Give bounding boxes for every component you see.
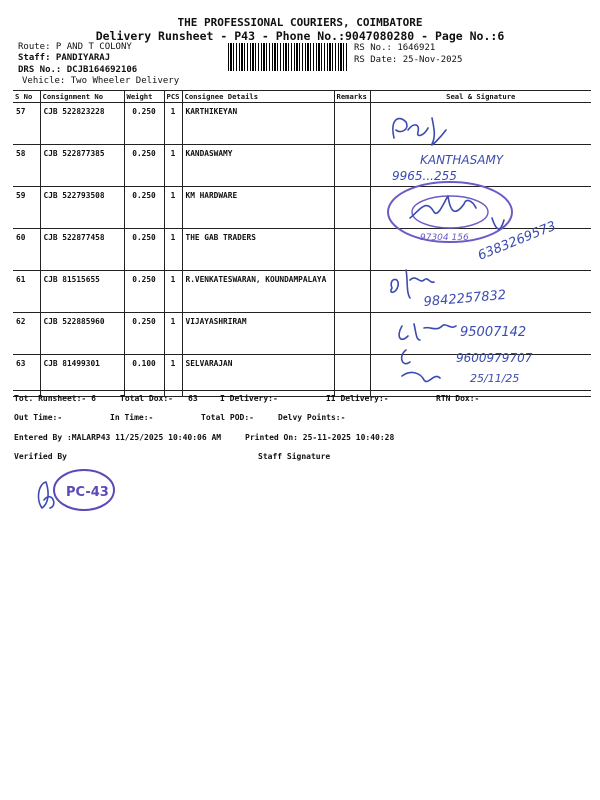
consignment-cell: CJB 522877458	[40, 229, 124, 271]
weight-cell: 0.250	[124, 313, 164, 355]
sno-cell: 61	[13, 271, 40, 313]
pcs-cell: 1	[164, 103, 182, 145]
route-label: Route: P AND T COLONY	[18, 42, 132, 52]
consignee-cell: THE GAB TRADERS	[182, 229, 334, 271]
total-dox-value: 63	[188, 394, 198, 403]
vehicle-label: Vehicle: Two Wheeler Delivery	[22, 76, 180, 86]
col-header: S No	[13, 91, 40, 103]
sno-cell: 63	[13, 355, 40, 397]
runsheet-subtitle: Delivery Runsheet - P43 - Phone No.:9047080280 - Page No.:6	[95, 29, 505, 43]
ii-delivery-label: II Delivery:-	[326, 394, 389, 403]
consignee-cell: VIJAYASHRIRAM	[182, 313, 334, 355]
remarks-cell	[334, 271, 370, 313]
col-header: Consignment No	[40, 91, 124, 103]
verified-by-label: Verified By	[14, 452, 67, 461]
weight-cell: 0.100	[124, 355, 164, 397]
rs-date: RS Date: 25-Nov-2025	[354, 55, 463, 65]
company-title: THE PROFESSIONAL COURIERS, COIMBATORE	[177, 16, 423, 29]
staff-signature-label: Staff Signature	[258, 452, 331, 461]
handwriting-phone-62: 95007142	[460, 325, 527, 340]
rtn-dox-label: RTN Dox:-	[436, 394, 480, 403]
sno-cell: 59	[13, 187, 40, 229]
signature-59	[410, 196, 476, 218]
col-header: Consignee Details	[182, 91, 334, 103]
pcs-cell: 1	[164, 355, 182, 397]
drs-label: DRS No.: DCJB164692106	[18, 65, 138, 75]
consignee-cell: R.VENKATESWARAN, KOUNDAMPALAYA	[182, 271, 334, 313]
consignee-cell: KARTHIKEYAN	[182, 103, 334, 145]
barcode	[228, 43, 348, 71]
stamp-pc43: PC-43	[66, 485, 109, 500]
pcs-cell: 1	[164, 187, 182, 229]
handwriting-kanthasamy-number: 9965...255	[392, 169, 457, 183]
sno-cell: 58	[13, 145, 40, 187]
footer-divider	[13, 390, 591, 391]
handwriting-phone-60: 6383269573	[475, 218, 559, 264]
verifier-stamp	[28, 462, 128, 522]
sno-cell: 57	[13, 103, 40, 145]
weight-cell: 0.250	[124, 229, 164, 271]
remarks-cell	[334, 145, 370, 187]
company-stamp	[388, 182, 512, 243]
i-delivery-label: I Delivery:-	[220, 394, 278, 403]
consignee-cell: KANDASWAMY	[182, 145, 334, 187]
total-dox-label: Total Dox:-	[120, 394, 173, 403]
handwriting-phone-63: 9600979707	[456, 351, 533, 365]
verifier-signature	[39, 482, 54, 508]
consignment-cell: CJB 81499301	[40, 355, 124, 397]
printed-on: Printed On: 25-11-2025 10:40:28	[245, 433, 395, 442]
weight-cell: 0.250	[124, 103, 164, 145]
pcs-cell: 1	[164, 145, 182, 187]
stamp-number: 97304 156	[420, 233, 469, 243]
signature-62	[399, 324, 456, 340]
col-header: Remarks	[334, 91, 370, 103]
handwriting-phone-61: 9842257832	[423, 287, 507, 310]
in-time-label: In Time:-	[110, 413, 154, 422]
handwritten-signatures	[380, 100, 600, 400]
remarks-cell	[334, 229, 370, 271]
consignment-cell: CJB 522877385	[40, 145, 124, 187]
signature-63	[402, 350, 440, 382]
weight-cell: 0.250	[124, 271, 164, 313]
delvy-points-label: Delvy Points:-	[278, 413, 346, 422]
sno-cell: 60	[13, 229, 40, 271]
total-pod-label: Total POD:-	[201, 413, 254, 422]
pcs-cell: 1	[164, 313, 182, 355]
staff-label: Staff: PANDIYARAJ	[18, 53, 111, 63]
handwriting-kanthasamy: KANTHASAMY	[420, 153, 504, 167]
consignment-cell: CJB 522793508	[40, 187, 124, 229]
weight-cell: 0.250	[124, 187, 164, 229]
pcs-cell: 1	[164, 229, 182, 271]
pcs-cell: 1	[164, 271, 182, 313]
consignee-cell: KM HARDWARE	[182, 187, 334, 229]
signature-57	[393, 118, 446, 145]
remarks-cell	[334, 313, 370, 355]
col-header: Weight	[124, 91, 164, 103]
sno-cell: 62	[13, 313, 40, 355]
tot-runsheet: Tot. Runsheet:- 6	[14, 394, 96, 403]
remarks-cell	[334, 103, 370, 145]
col-header: Seal & Signature	[370, 91, 591, 103]
consignment-cell: CJB 522885960	[40, 313, 124, 355]
handwriting-date-63: 25/11/25	[470, 372, 520, 385]
consignment-cell: CJB 81515655	[40, 271, 124, 313]
consignee-cell: SELVARAJAN	[182, 355, 334, 397]
remarks-cell	[334, 187, 370, 229]
rs-number: RS No.: 1646921	[354, 43, 436, 53]
col-header: PCS	[164, 91, 182, 103]
out-time-label: Out Time:-	[14, 413, 63, 422]
entered-by: Entered By :MALARP43 11/25/2025 10:40:06 AM	[14, 433, 222, 442]
consignment-cell: CJB 522823228	[40, 103, 124, 145]
weight-cell: 0.250	[124, 145, 164, 187]
